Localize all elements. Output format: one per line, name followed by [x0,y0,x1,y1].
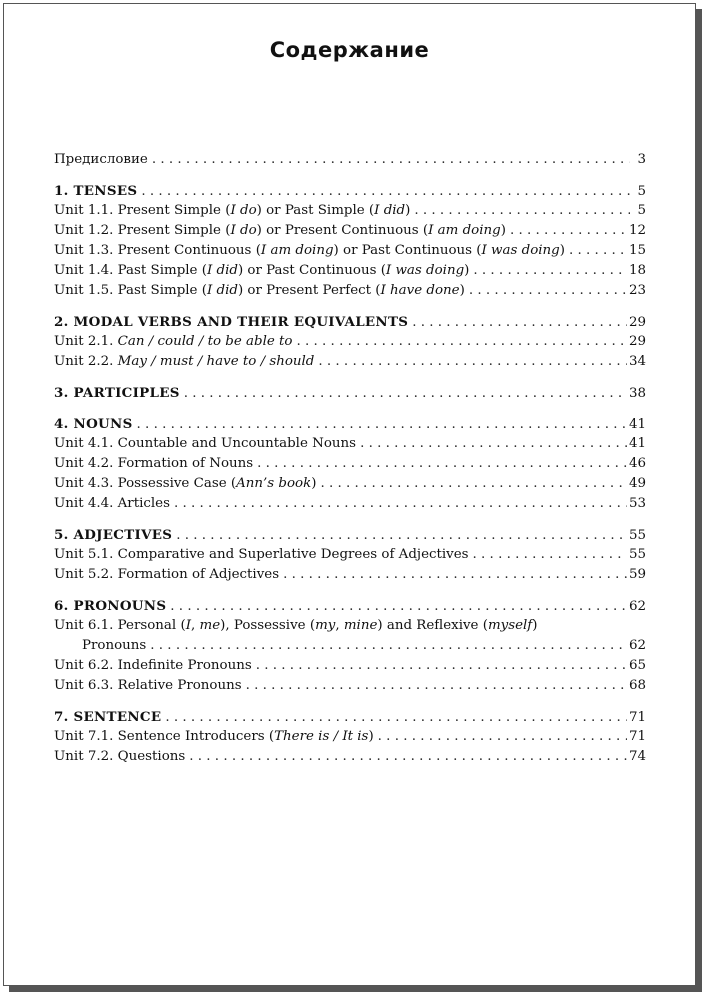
toc-page-number: 55 [628,528,646,543]
toc-entry-label: Unit 4.4. Articles [54,496,170,511]
dot-leader [184,384,627,403]
toc-page-number: 71 [628,710,646,725]
dot-leader [150,636,627,656]
toc-section-modal-verbs[interactable] [54,312,646,332]
toc-page-number: 18 [628,263,646,278]
toc-page-number: 12 [628,223,646,238]
toc-entry-label: Unit 1.5. Past Simple (I did) or Present Perfect (I have done) [54,283,465,298]
toc-page-number: 62 [628,599,646,614]
toc-entry-label: Unit 7.1. Sentence Introducers (There is / It is) [54,729,374,744]
dot-leader [412,313,627,332]
toc-entry-unit-6-1[interactable] [54,616,646,636]
toc-entry-label: Unit 2.1. Can / could / to be able to [54,334,293,349]
toc-page-number: 23 [628,283,646,298]
toc-page-number: 68 [628,678,646,693]
toc-page-number: 62 [628,638,646,653]
toc-page-number: 38 [628,386,646,401]
dot-leader [152,150,630,170]
dot-leader [469,281,627,301]
toc-entry-label: Unit 6.2. Indefinite Pronouns [54,658,252,673]
page-title: Содержание [269,38,430,62]
toc-section-pronouns[interactable] [54,596,646,616]
toc-section-label: 4. NOUNS [54,416,133,432]
dot-leader [174,494,627,514]
toc-entry-label: Unit 6.1. Personal (I, me), Possessive (my, mine) and Reflexive (myself) [54,618,538,633]
toc-entry-label: Unit 1.3. Present Continuous (I am doing) or Past Continuous (I was doing) [54,243,565,258]
dot-leader [320,474,626,494]
toc-page-number: 3 [637,152,646,167]
toc-entry-unit-4-4[interactable] [54,494,646,514]
toc-entry-label: Unit 1.2. Present Simple (I do) or Present Continuous (I am doing) [54,223,506,238]
dot-leader [569,241,627,261]
toc-entry-unit-4-3[interactable] [54,474,646,494]
toc-entry-unit-6-2[interactable] [54,656,646,676]
toc-entry-label: Unit 1.4. Past Simple (I did) or Past Continuous (I was doing) [54,263,470,278]
toc-page-number: 49 [628,476,646,491]
toc-page-number: 41 [628,436,646,451]
toc-page-number: 29 [628,334,646,349]
toc-page-number: 74 [628,749,646,764]
toc-entry-unit-5-2[interactable] [54,565,646,585]
dot-leader [256,656,627,676]
dot-leader [137,415,627,434]
toc-page-number: 34 [628,354,646,369]
dot-leader [510,221,627,241]
toc-entry-unit-1-1[interactable] [54,201,646,221]
toc-page-number: 41 [628,417,646,432]
toc-entry-label: Unit 1.1. Present Simple (I do) or Past Simple (I did) [54,203,411,218]
toc-entry-unit-7-1[interactable] [54,727,646,747]
table-of-contents [54,150,646,767]
dot-leader [473,261,627,281]
toc-section-label: 6. PRONOUNS [54,598,167,614]
dot-leader [283,565,627,585]
toc-page-number: 53 [628,496,646,511]
dot-leader [297,332,627,352]
toc-page-number: 71 [628,729,646,744]
toc-entry-unit-1-3[interactable] [54,241,646,261]
toc-section-participles[interactable] [54,383,646,403]
dot-leader [176,526,627,545]
book-page [3,3,696,986]
toc-section-nouns[interactable] [54,414,646,434]
toc-page-number: 55 [628,547,646,562]
toc-entry-label: Unit 4.3. Possessive Case (Ann’s book) [54,476,317,491]
toc-entry-unit-2-2[interactable] [54,352,646,372]
toc-entry-label: Unit 7.2. Questions [54,749,186,764]
toc-section-sentence[interactable] [54,707,646,727]
toc-entry-label: Unit 5.1. Comparative and Superlative Degrees of Adjectives [54,547,469,562]
toc-entry-label: Unit 2.2. May / must / have to / should [54,354,315,369]
dot-leader [360,434,627,454]
toc-page-number: 15 [628,243,646,258]
toc-page-number: 5 [637,184,646,199]
toc-entry-label: Unit 4.2. Formation of Nouns [54,456,254,471]
toc-entry-unit-1-4[interactable] [54,261,646,281]
dot-leader [170,597,627,616]
toc-section-adjectives[interactable] [54,525,646,545]
dot-leader [473,545,627,565]
toc-entry-label: Unit 5.2. Formation of Adjectives [54,567,280,582]
dot-leader [246,676,627,696]
toc-section-label: 3. PARTICIPLES [54,385,180,401]
toc-page-number: 59 [628,567,646,582]
toc-section-label: 2. MODAL VERBS AND THEIR EQUIVALENTS [54,314,409,330]
toc-section-tenses[interactable] [54,181,646,201]
toc-page-number: 5 [637,203,646,218]
toc-entry-unit-5-1[interactable] [54,545,646,565]
toc-page-number: 29 [628,315,646,330]
dot-leader [318,352,627,372]
dot-leader [378,727,627,747]
toc-entry-unit-4-1[interactable] [54,434,646,454]
toc-section-label: 5. ADJECTIVES [54,527,173,543]
toc-entry-label: Предисловие [54,152,148,167]
toc-entry-unit-6-1-continued[interactable] [54,636,646,656]
toc-entry-unit-2-1[interactable] [54,332,646,352]
toc-entry-unit-1-2[interactable] [54,221,646,241]
toc-entry-unit-4-2[interactable] [54,454,646,474]
toc-entry-label: Unit 4.1. Countable and Uncountable Nouns [54,436,357,451]
toc-entry-label: Unit 6.3. Relative Pronouns [54,678,242,693]
toc-section-label: 1. TENSES [54,183,138,199]
toc-entry-label: Pronouns [82,638,147,653]
toc-section-label: 7. SENTENCE [54,709,162,725]
toc-entry-unit-1-5[interactable] [54,281,646,301]
toc-entry-preface[interactable] [54,150,646,170]
dot-leader [414,201,630,221]
toc-page-number: 46 [628,456,646,471]
toc-entry-unit-7-2[interactable] [54,747,646,767]
dot-leader [165,708,627,727]
dot-leader [189,747,627,767]
dot-leader [141,182,630,201]
toc-entry-unit-6-3[interactable] [54,676,646,696]
dot-leader [257,454,627,474]
toc-page-number: 65 [628,658,646,673]
